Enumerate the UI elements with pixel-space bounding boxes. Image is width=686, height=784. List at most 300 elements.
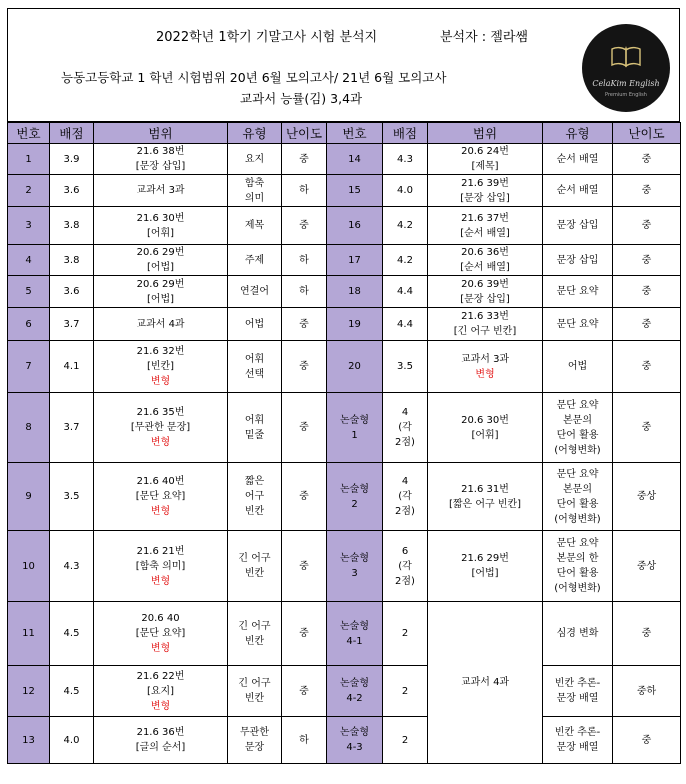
question-score-line: 3.7 [63, 318, 80, 330]
question-range-line: 20.6 24번 [461, 146, 509, 157]
question-difficulty-line: 중 [641, 220, 652, 231]
question-range [428, 531, 543, 602]
question-score-line: 4.5 [63, 685, 80, 697]
question-difficulty-line: 중 [299, 628, 309, 639]
table-row [8, 207, 681, 245]
question-number [327, 207, 383, 245]
question-score-line: 3.5 [63, 491, 80, 502]
col-header: 번호 [327, 123, 383, 144]
table-row [8, 531, 681, 602]
question-score [383, 276, 428, 308]
col-header: 난이도 [282, 123, 327, 144]
question-type [543, 717, 613, 764]
question-range-line: 20.6 39번 [461, 278, 509, 290]
question-difficulty [282, 393, 327, 463]
question-difficulty [282, 531, 327, 602]
question-score [383, 463, 428, 531]
question-difficulty-line: 중 [299, 560, 309, 572]
table-body [8, 144, 681, 764]
question-range-line: 교과서 3과 [136, 185, 185, 196]
question-type-line: 문장 배열 [556, 742, 599, 753]
col-header: 번호 [8, 123, 50, 144]
question-type-line: 긴 어구 [238, 620, 271, 632]
question-number-line: 16 [348, 220, 361, 231]
question-score-line: 4.2 [397, 254, 413, 266]
question-difficulty [282, 245, 327, 276]
question-difficulty-line: 중 [641, 153, 652, 165]
question-difficulty [613, 602, 681, 666]
exam-title: 2022학년 1학기 기말고사 시험 분석지 [156, 30, 378, 45]
table-row [8, 717, 681, 764]
question-type-line: 주제 [244, 254, 265, 266]
question-type-line: 문단 요약 [556, 468, 599, 480]
question-number [327, 341, 383, 393]
question-range-line: 교과서 3과 [460, 353, 510, 365]
question-score [50, 245, 94, 276]
question-type [228, 341, 282, 393]
question-score-line: 4.0 [397, 185, 413, 196]
question-range [94, 341, 228, 393]
question-number [8, 717, 50, 764]
question-number [327, 666, 383, 717]
question-type-line: 어구 [244, 491, 265, 502]
question-score-line: 2점) [395, 437, 415, 448]
question-number [8, 463, 50, 531]
question-score-line: 2점) [395, 506, 415, 517]
question-range [94, 175, 228, 207]
question-number-line: 논술형 [340, 483, 369, 495]
question-number [327, 175, 383, 207]
question-type-line: 문장 배열 [556, 693, 599, 704]
variant-badge: 변형 [475, 368, 495, 380]
question-range-line: 21.6 39번 [461, 177, 509, 189]
question-score-line: 4 [401, 476, 409, 487]
question-number-line: 10 [22, 560, 35, 572]
question-range-line: 21.6 22번 [136, 670, 185, 682]
question-number-line: 4-2 [346, 693, 363, 704]
question-range [428, 602, 543, 764]
question-score-line: 3.6 [63, 185, 80, 196]
question-number-line: 4-3 [346, 742, 363, 753]
question-range [94, 308, 228, 341]
question-number-line: 18 [348, 286, 361, 297]
question-type-line: 요지 [244, 153, 265, 165]
question-number-line: 8 [25, 422, 32, 433]
question-number-line: 3 [351, 568, 358, 579]
question-score [50, 531, 94, 602]
question-number [8, 393, 50, 463]
question-range-line: [문단 요약] [135, 628, 186, 639]
question-range-line: 교과서 4과 [136, 318, 185, 330]
question-type [228, 308, 282, 341]
question-type-line: 순서 배열 [556, 153, 599, 165]
question-difficulty-line: 중 [641, 286, 652, 297]
question-score [383, 393, 428, 463]
question-number [8, 276, 50, 308]
question-range-line: [순서 배열] [460, 227, 510, 239]
question-difficulty [613, 175, 681, 207]
question-type-line: 밑줄 [244, 429, 265, 441]
col-header: 범위 [94, 123, 228, 144]
question-difficulty [282, 276, 327, 308]
question-range [428, 144, 543, 175]
question-number-line: 6 [25, 318, 32, 330]
question-range [428, 341, 543, 393]
question-type [228, 463, 282, 531]
question-score-line: 4.4 [397, 286, 413, 297]
table-row [8, 144, 681, 175]
col-header: 유형 [228, 123, 282, 144]
question-range-line: 21.6 33번 [461, 311, 509, 322]
question-number-line: 7 [25, 361, 32, 372]
question-difficulty [613, 245, 681, 276]
question-number-line: 19 [348, 318, 361, 330]
question-number [8, 245, 50, 276]
question-score-line: 4.0 [63, 734, 80, 746]
question-range-line: [문장 삽입] [460, 293, 510, 305]
variant-badge: 변형 [150, 575, 171, 587]
question-type-line: 문단 요약 [556, 318, 599, 330]
question-range [94, 144, 228, 175]
question-type-line: 긴 어구 [238, 678, 271, 689]
col-header: 배점 [383, 123, 428, 144]
question-number-line: 논술형 [340, 620, 369, 632]
table-row [8, 666, 681, 717]
question-difficulty [613, 144, 681, 175]
question-score [383, 602, 428, 666]
question-score-line: 2 [401, 685, 409, 697]
question-score-line: 2점) [395, 575, 415, 587]
question-type [228, 531, 282, 602]
question-range-line: 21.6 38번 [136, 146, 185, 157]
question-type [228, 666, 282, 717]
question-score [383, 717, 428, 764]
question-type-line: (어형변화) [554, 444, 601, 456]
question-type-line: 짧은 [244, 476, 265, 487]
question-score-line: 6 [401, 545, 409, 557]
question-range-line: [함축 의미] [135, 560, 186, 572]
question-range [428, 276, 543, 308]
question-type [543, 393, 613, 463]
question-type-line: 어휘 [244, 353, 265, 365]
question-range-line: [어법] [146, 262, 175, 273]
question-type-line: 함축 [244, 177, 265, 189]
question-range-line: 교과서 4과 [460, 677, 510, 688]
variant-badge: 변형 [150, 437, 171, 448]
question-number-line: 1 [25, 153, 32, 165]
question-range-line: 21.6 30번 [136, 212, 185, 224]
question-range-line: 20.6 40 [141, 613, 180, 624]
question-type-line: 제목 [244, 220, 265, 231]
question-range [428, 207, 543, 245]
question-type-line: 빈칸 추론- [554, 727, 601, 738]
book-icon [611, 46, 641, 68]
question-type-line: 연결어 [240, 286, 269, 297]
question-difficulty-line: 중상 [636, 491, 657, 502]
question-score-line: 3.9 [63, 153, 80, 165]
question-type-line: 문장 [244, 742, 265, 753]
question-number [8, 308, 50, 341]
logo [582, 24, 670, 112]
question-difficulty [282, 308, 327, 341]
textbook-info: 교과서 능률(김) 3,4과 [240, 91, 363, 106]
question-range-line: 20.6 30번 [461, 414, 509, 426]
question-number-line: 논술형 [340, 678, 369, 689]
question-range-line: 21.6 36번 [136, 727, 185, 738]
question-difficulty [613, 207, 681, 245]
question-number [8, 531, 50, 602]
question-difficulty-line: 중 [299, 318, 309, 330]
question-range [94, 463, 228, 531]
question-range [94, 531, 228, 602]
question-difficulty [282, 602, 327, 666]
col-header: 범위 [428, 123, 543, 144]
question-number [8, 341, 50, 393]
question-type-line: 단어 활용 [556, 498, 599, 510]
question-type-line: 선택 [244, 368, 265, 380]
question-range-line: [제목] [471, 161, 499, 172]
question-score [50, 463, 94, 531]
question-score-line: 4.4 [397, 318, 413, 330]
question-score [383, 175, 428, 207]
question-number [327, 245, 383, 276]
question-number [8, 602, 50, 666]
question-number-line: 4-1 [346, 635, 363, 647]
col-header: 난이도 [613, 123, 681, 144]
question-type-line: 문장 삽입 [556, 220, 599, 231]
question-difficulty-line: 하 [299, 286, 309, 297]
question-type-line: 의미 [244, 192, 265, 204]
question-difficulty [613, 276, 681, 308]
question-type-line: 문단 요약 [556, 286, 599, 297]
question-difficulty [282, 666, 327, 717]
question-type [228, 717, 282, 764]
question-range-line: 21.6 29번 [461, 553, 509, 564]
question-range [94, 602, 228, 666]
table-header-row [8, 123, 681, 144]
question-difficulty [613, 531, 681, 602]
question-type-line: 문장 삽입 [556, 254, 599, 266]
question-number-line: 1 [351, 429, 358, 441]
question-number [327, 602, 383, 666]
question-type-line: 빈칸 [244, 568, 265, 579]
question-type [228, 276, 282, 308]
table-row [8, 175, 681, 207]
question-type-line: (어형변화) [554, 583, 601, 594]
table-row [8, 308, 681, 341]
question-number-line: 15 [348, 185, 361, 196]
question-score-line: 4.5 [63, 628, 80, 639]
table-row [8, 393, 681, 463]
question-number-line: 논술형 [340, 553, 369, 564]
table-row [8, 276, 681, 308]
question-range [428, 175, 543, 207]
question-score-line: 4 [401, 407, 409, 418]
variant-badge: 변형 [150, 376, 171, 387]
question-number [327, 276, 383, 308]
question-range-line: [문장 삽입] [135, 161, 186, 172]
variant-badge: 변형 [150, 643, 171, 654]
question-difficulty-line: 중 [641, 734, 652, 746]
question-score [50, 175, 94, 207]
question-difficulty-line: 중 [641, 254, 652, 266]
question-difficulty [613, 393, 681, 463]
question-score-line: 3.5 [397, 361, 413, 372]
question-range-line: 21.6 40번 [136, 476, 185, 487]
question-type-line: 본문의 한 [556, 553, 599, 564]
question-range [94, 245, 228, 276]
question-score-line: 4.2 [397, 220, 413, 231]
question-number [8, 144, 50, 175]
question-score-line: 4.1 [63, 361, 80, 372]
question-number [327, 393, 383, 463]
question-type [543, 666, 613, 717]
question-difficulty [282, 341, 327, 393]
question-range-line: 20.6 29번 [136, 278, 185, 290]
question-type [228, 175, 282, 207]
question-range [94, 666, 228, 717]
question-type-line: 단어 활용 [556, 568, 599, 579]
question-range-line: 20.6 36번 [461, 247, 509, 258]
question-range-line: [글의 순서] [135, 742, 186, 753]
question-number-line: 5 [25, 286, 32, 297]
question-type-line: 본문의 [563, 414, 592, 426]
question-difficulty-line: 중 [299, 220, 309, 231]
question-number-line: 2 [25, 185, 32, 196]
question-number-line: 논술형 [340, 727, 369, 738]
question-difficulty-line: 중 [299, 422, 309, 433]
question-range-line: 20.6 29번 [136, 247, 185, 258]
question-type [228, 602, 282, 666]
question-score-line: 3.7 [63, 422, 80, 433]
question-difficulty-line: 중상 [636, 560, 657, 572]
question-number-line: 12 [22, 685, 35, 697]
question-type [543, 308, 613, 341]
question-score-line: 2 [401, 628, 409, 639]
question-range-line: 21.6 35번 [136, 407, 185, 418]
question-score [50, 602, 94, 666]
question-type [543, 276, 613, 308]
question-number-line: 논술형 [340, 414, 369, 426]
question-difficulty-line: 중하 [636, 685, 657, 697]
question-range-line: [어휘] [146, 227, 175, 239]
question-type-line: 긴 어구 [238, 553, 271, 564]
question-difficulty-line: 중 [299, 361, 309, 372]
question-type-line: 순서 배열 [556, 185, 599, 196]
header-box [7, 8, 680, 122]
question-range [94, 717, 228, 764]
question-range-line: [긴 어구 빈칸] [453, 326, 517, 337]
question-range-line: [빈칸] [146, 361, 175, 372]
question-type [543, 341, 613, 393]
question-difficulty-line: 중 [641, 361, 652, 372]
table-row [8, 245, 681, 276]
question-score-line: 2 [401, 734, 409, 746]
question-type [543, 175, 613, 207]
question-score-line: (각 [398, 491, 412, 502]
question-range-line: 21.6 32번 [136, 346, 185, 357]
question-difficulty [282, 175, 327, 207]
question-number-line: 14 [348, 153, 361, 165]
analyst-label: 분석자 : 젤라쌤 [440, 30, 528, 45]
question-score [383, 308, 428, 341]
question-range [428, 245, 543, 276]
question-score-line: 4.3 [397, 153, 413, 165]
question-score [50, 717, 94, 764]
question-difficulty [613, 341, 681, 393]
question-difficulty-line: 중 [299, 153, 309, 165]
question-type-line: 단어 활용 [556, 429, 599, 441]
question-number [327, 308, 383, 341]
school-info: 능동고등학교 1 학년 시험범위 20년 6월 모의고사/ 21년 6월 모의고사 [61, 70, 447, 85]
question-score-line: 3.8 [63, 220, 80, 231]
question-difficulty-line: 중 [641, 318, 652, 330]
question-range-line: [어법] [471, 568, 499, 579]
question-score-line: (각 [398, 422, 412, 433]
analysis-table [7, 122, 681, 764]
question-score-line: 3.6 [63, 286, 80, 297]
question-type-line: 어휘 [244, 414, 265, 426]
logo-name: CelaKim English [592, 79, 660, 88]
question-range [94, 207, 228, 245]
question-score [50, 393, 94, 463]
question-score [383, 245, 428, 276]
question-number [8, 207, 50, 245]
question-number-line: 4 [25, 254, 32, 266]
question-difficulty-line: 중 [641, 185, 652, 196]
question-range-line: [어법] [146, 293, 175, 305]
question-type-line: 빈칸 [244, 693, 265, 704]
question-difficulty-line: 중 [641, 422, 652, 433]
question-type-line: 어법 [567, 361, 588, 372]
question-type-line: 빈칸 [244, 506, 265, 517]
question-type [228, 393, 282, 463]
question-score [50, 207, 94, 245]
question-difficulty [613, 308, 681, 341]
col-header: 유형 [543, 123, 613, 144]
question-number-line: 17 [348, 254, 361, 266]
question-score [50, 144, 94, 175]
question-type-line: 본문의 [563, 483, 592, 495]
table-row [8, 341, 681, 393]
question-score [50, 276, 94, 308]
question-number [327, 463, 383, 531]
question-difficulty-line: 중 [299, 685, 309, 697]
question-range [428, 393, 543, 463]
question-range-line: [요지] [146, 685, 175, 697]
question-range-line: [문장 삽입] [460, 192, 510, 204]
question-difficulty [282, 144, 327, 175]
question-range [428, 308, 543, 341]
question-number [327, 144, 383, 175]
question-score [50, 666, 94, 717]
variant-badge: 변형 [150, 700, 171, 712]
question-type [543, 245, 613, 276]
question-range-line: 21.6 31번 [461, 483, 509, 495]
question-type-line: 어법 [244, 318, 265, 330]
question-type-line: 문단 요약 [556, 399, 599, 411]
question-type-line: 무관한 [240, 727, 269, 738]
question-type [543, 463, 613, 531]
question-score [383, 207, 428, 245]
question-type [543, 531, 613, 602]
col-header: 배점 [50, 123, 94, 144]
question-score [50, 341, 94, 393]
question-range-line: [무관한 문장] [130, 422, 191, 433]
question-number-line: 3 [25, 220, 32, 231]
question-score-line: 3.8 [63, 254, 80, 266]
question-number-line: 20 [348, 361, 361, 372]
